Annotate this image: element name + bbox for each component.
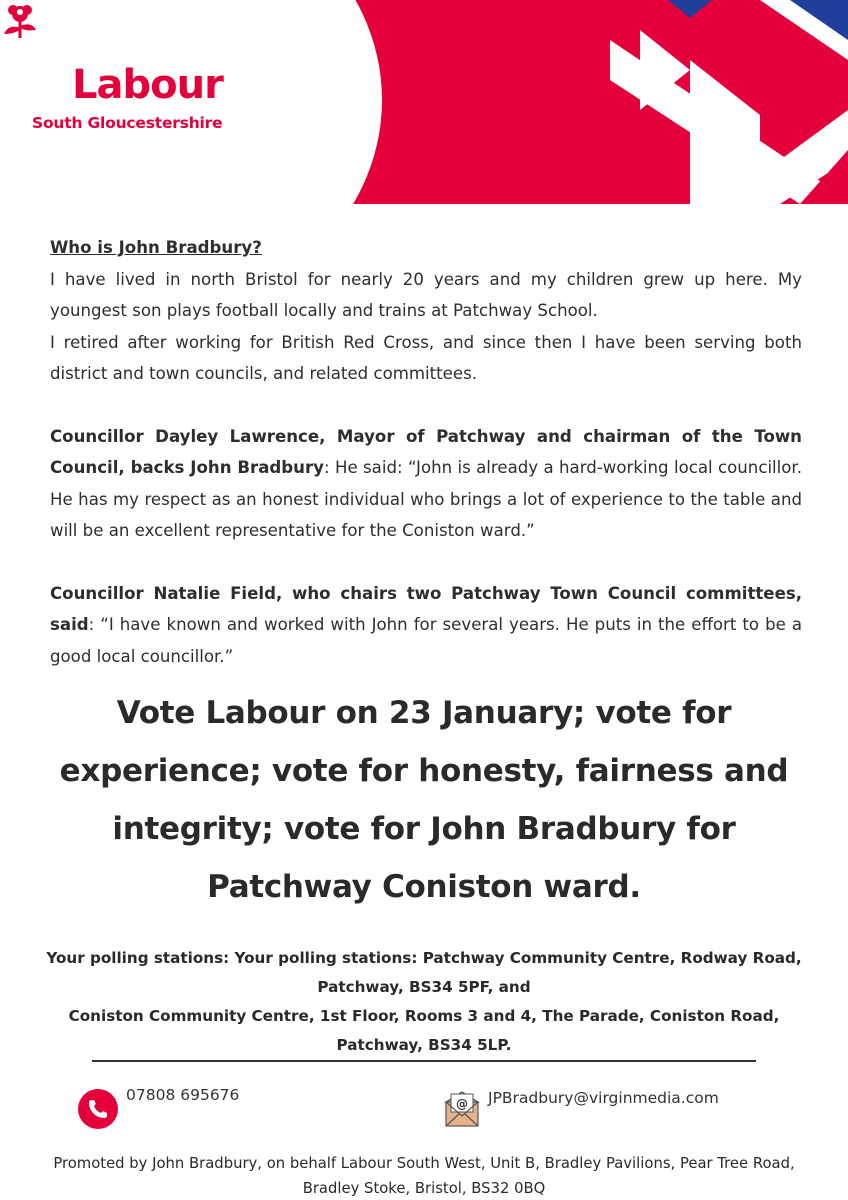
logo-subtitle: South Gloucestershire	[32, 114, 223, 132]
endorsement-1-quote: : He said: “John is already a hard-working local councillor. He has my respect as an honest individual who brings a lot of experience to the table and will be an excellent representative for the Coniston ward.”	[50, 458, 802, 540]
vote-message: Vote Labour on 23 January; vote for experience; vote for honesty, fairness and integrity; vote for John Bradbury for Patchway Coniston ward.	[59, 695, 789, 905]
polling-line-1: Your polling stations: Your polling stations: Patchway Community Centre, Rodway Road, Patchway, BS34 5PF, and	[46, 949, 802, 996]
endorsement-1	[50, 421, 802, 547]
imprint-text: Promoted by John Bradbury, on behalf Labour South West, Unit B, Bradley Pavilions, Pear Tree Road, Bradley Stoke, Bristol, BS32 0BQ	[53, 1155, 795, 1197]
header-banner	[0, 0, 848, 204]
phone-number[interactable]: 07808 695676	[126, 1086, 240, 1104]
email-address[interactable]: JPBradbury@virginmedia.com	[488, 1089, 719, 1107]
endorsement-2-speaker: Councillor Natalie Field, who chairs two Patchway Town Council committees, said	[50, 583, 802, 634]
intro-paragraph-1: I have lived in north Bristol for nearly 20 years and my children grew up here. My youngest son plays football locally and trains at Patchway School.	[50, 269, 802, 320]
endorsement-2-quote: : “I have known and worked with John for several years. He puts in the effort to be a good local councillor.”	[50, 615, 802, 666]
polling-line-2: Coniston Community Centre, 1st Floor, Rooms 3 and 4, The Parade, Coniston Road, Patchway, BS34 5LP.	[68, 1007, 780, 1054]
intro-paragraph-2: I retired after working for British Red Cross, and since then I have been serving both district and town councils, and related committees.	[50, 332, 802, 383]
intro-heading: Who is John Bradbury?	[50, 238, 262, 257]
endorsement-2	[50, 578, 802, 673]
divider	[92, 1060, 756, 1062]
polling-stations	[44, 944, 804, 1060]
endorsement-1-speaker: Councillor Dayley Lawrence, Mayor of Patchway and chairman of the Town Council, backs John Bradbury	[50, 426, 802, 477]
logo-wordmark: Labour	[72, 62, 223, 108]
rose-logo-icon	[0, 0, 40, 40]
envelope-at-icon	[444, 1088, 480, 1128]
svg-text:@: @	[456, 1097, 468, 1111]
main-content	[50, 232, 802, 672]
phone-icon	[78, 1089, 118, 1129]
